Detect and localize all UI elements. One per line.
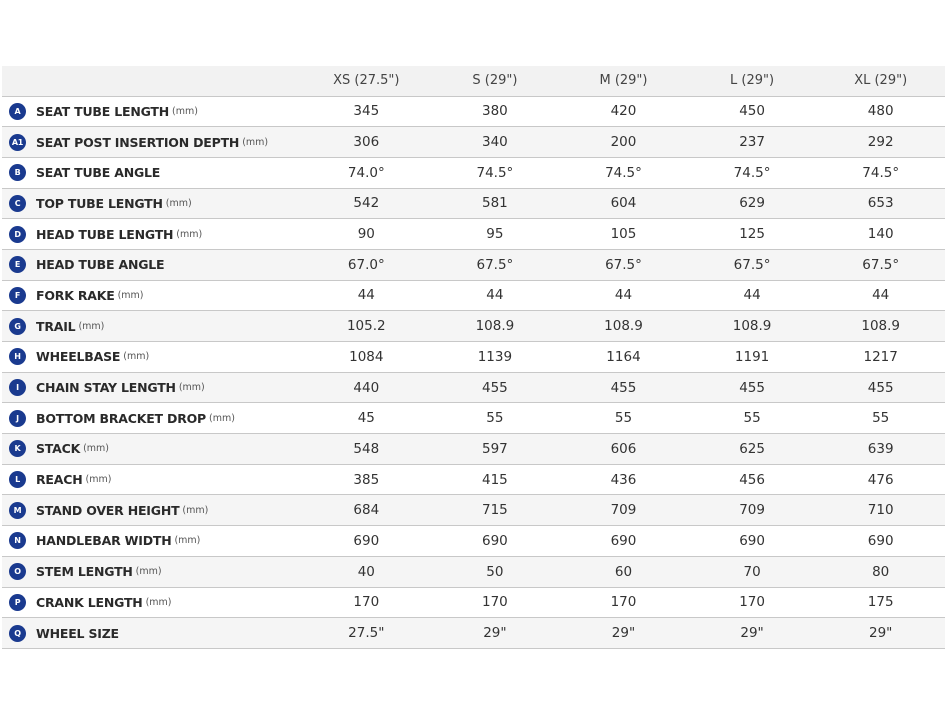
value-cell-xs: 170 <box>353 594 380 611</box>
value-cell-l: 629 <box>739 195 765 212</box>
value-cell-xl: 108.9 <box>861 318 901 335</box>
measurement-key-badge: A <box>9 103 26 120</box>
measurement-unit: (mm) <box>172 105 198 117</box>
value-cell-xs: 45 <box>357 410 375 427</box>
table-row <box>2 403 945 434</box>
table-row <box>2 188 945 219</box>
value-cell-s: 455 <box>482 379 508 396</box>
measurement-unit: (mm) <box>123 351 150 363</box>
value-cell-xl: 67.5° <box>862 256 900 273</box>
value-cell-xs: 385 <box>353 471 380 488</box>
measurement-key-badge: M <box>9 502 26 519</box>
table-body <box>2 96 945 648</box>
value-cell-m: 108.9 <box>604 318 643 335</box>
value-cell-xs: 548 <box>353 440 380 457</box>
table-row <box>2 495 945 526</box>
value-cell-xs: 440 <box>353 379 380 396</box>
value-cell-s: 170 <box>482 594 508 611</box>
value-cell-l: 70 <box>743 563 761 580</box>
value-cell-xl: 74.5° <box>862 164 900 181</box>
value-cell-l: 709 <box>739 502 765 519</box>
measurement-label-cell <box>2 96 302 127</box>
measurement-label-cell <box>2 219 302 250</box>
measurement-label-cell <box>2 403 302 434</box>
measurement-name: WHEELBASE <box>36 349 121 365</box>
measurement-key-badge: Q <box>9 625 26 642</box>
measurement-unit: (mm) <box>145 596 172 608</box>
measurement-label-cell <box>2 127 302 158</box>
measurement-unit: (mm) <box>176 228 203 240</box>
value-cell-m: 105 <box>610 226 637 243</box>
size-header-s: S (29") <box>472 73 518 89</box>
measurement-name: HEAD TUBE LENGTH <box>36 226 174 242</box>
value-cell-s: 340 <box>482 134 508 151</box>
value-cell-s: 108.9 <box>475 318 515 335</box>
table-row <box>2 127 945 158</box>
value-cell-xs: 345 <box>353 103 380 120</box>
size-header-xs: XS (27.5") <box>333 73 400 89</box>
value-cell-xs: 1084 <box>349 348 384 365</box>
measurement-label-cell <box>2 495 302 526</box>
value-cell-m: 170 <box>610 594 637 611</box>
measurement-name: STACK <box>36 441 81 457</box>
value-cell-l: 125 <box>739 226 765 243</box>
value-cell-s: 29" <box>483 625 507 642</box>
measurement-name: BOTTOM BRACKET DROP <box>36 410 207 426</box>
value-cell-s: 690 <box>482 532 508 549</box>
value-cell-xs: 74.0° <box>347 164 385 181</box>
value-cell-xs: 40 <box>357 563 375 580</box>
value-cell-xl: 455 <box>867 379 894 396</box>
measurement-label-cell <box>2 188 302 219</box>
measurement-key-badge: N <box>9 532 26 549</box>
measurement-unit: (mm) <box>182 504 209 516</box>
measurement-label-cell <box>2 587 302 618</box>
value-cell-l: 170 <box>739 594 765 611</box>
value-cell-l: 690 <box>739 532 765 549</box>
value-cell-xl: 175 <box>867 594 894 611</box>
measurement-key-badge: C <box>9 195 26 212</box>
measurement-unit: (mm) <box>83 443 110 455</box>
value-cell-xl: 55 <box>872 410 890 427</box>
value-cell-xl: 1217 <box>863 348 898 365</box>
measurement-label-cell <box>2 280 302 311</box>
value-cell-xs: 90 <box>357 226 375 243</box>
table-row <box>2 96 945 127</box>
size-header-l: L (29") <box>730 73 775 89</box>
value-cell-xs: 542 <box>353 195 380 212</box>
table-row <box>2 219 945 250</box>
table-row <box>2 157 945 188</box>
measurement-key-badge: H <box>9 348 26 365</box>
value-cell-l: 108.9 <box>732 318 772 335</box>
value-cell-l: 55 <box>743 410 761 427</box>
table-row <box>2 587 945 618</box>
value-cell-l: 44 <box>743 287 761 304</box>
size-header-m: M (29") <box>599 73 648 89</box>
measurement-unit: (mm) <box>78 320 105 332</box>
value-cell-l: 450 <box>739 103 765 120</box>
value-cell-m: 709 <box>610 502 637 519</box>
table-row <box>2 280 945 311</box>
measurement-name: SEAT TUBE LENGTH <box>36 103 170 119</box>
measurement-name: HANDLEBAR WIDTH <box>36 533 172 549</box>
measurement-label-cell <box>2 556 302 587</box>
value-cell-xl: 653 <box>867 195 894 212</box>
measurement-name: SEAT TUBE ANGLE <box>36 165 161 181</box>
measurement-key-badge: E <box>9 256 26 273</box>
measurement-unit: (mm) <box>209 412 235 424</box>
measurement-name: STAND OVER HEIGHT <box>36 502 180 518</box>
value-cell-l: 74.5° <box>733 164 771 181</box>
measurement-name: CHAIN STAY LENGTH <box>36 380 176 396</box>
value-cell-m: 74.5° <box>605 164 642 181</box>
value-cell-xs: 690 <box>353 532 380 549</box>
measurement-key-badge: D <box>9 226 26 243</box>
value-cell-xs: 684 <box>353 502 380 519</box>
value-cell-l: 455 <box>739 379 765 396</box>
table-header <box>2 66 945 96</box>
measurement-name: CRANK LENGTH <box>36 594 143 610</box>
value-cell-xs: 105.2 <box>346 318 386 335</box>
value-cell-s: 55 <box>486 410 504 427</box>
measurement-name: STEM LENGTH <box>36 564 133 580</box>
value-cell-s: 44 <box>486 287 504 304</box>
value-cell-m: 455 <box>610 379 637 396</box>
value-cell-m: 1164 <box>606 348 641 365</box>
value-cell-s: 50 <box>486 563 504 580</box>
measurement-key-badge: L <box>9 471 26 488</box>
value-cell-xl: 80 <box>872 563 890 580</box>
value-cell-xl: 292 <box>867 134 894 151</box>
value-cell-m: 604 <box>610 195 637 212</box>
value-cell-xl: 44 <box>872 287 890 304</box>
value-cell-s: 1139 <box>477 348 513 365</box>
value-cell-s: 67.5° <box>476 256 514 273</box>
measurement-label-cell <box>2 464 302 495</box>
value-cell-m: 200 <box>610 134 637 151</box>
measurement-unit: (mm) <box>117 289 144 301</box>
measurement-key-badge: O <box>9 563 26 580</box>
table-row <box>2 372 945 403</box>
measurement-name: FORK RAKE <box>36 287 115 303</box>
value-cell-m: 690 <box>610 532 637 549</box>
value-cell-m: 60 <box>614 563 633 580</box>
measurement-label-cell <box>2 311 302 342</box>
value-cell-l: 625 <box>739 440 765 457</box>
measurement-unit: (mm) <box>178 382 205 394</box>
value-cell-l: 237 <box>739 134 765 151</box>
measurement-key-badge: A1 <box>9 134 26 151</box>
measurement-key-badge: K <box>9 440 26 457</box>
measurement-unit: (mm) <box>135 566 162 578</box>
measurement-key-badge: J <box>9 410 26 427</box>
value-cell-xs: 44 <box>357 287 375 304</box>
value-cell-l: 1191 <box>734 348 770 365</box>
measurement-unit: (mm) <box>85 474 112 486</box>
measurement-label-cell <box>2 434 302 465</box>
value-cell-m: 436 <box>610 471 637 488</box>
measurement-name: HEAD TUBE ANGLE <box>36 257 165 273</box>
value-cell-xl: 690 <box>867 532 894 549</box>
value-cell-xs: 306 <box>353 134 380 151</box>
measurement-name: SEAT POST INSERTION DEPTH <box>36 134 240 150</box>
measurement-key-badge: F <box>9 287 26 304</box>
measurement-label-cell <box>2 526 302 557</box>
value-cell-l: 67.5° <box>733 256 771 273</box>
measurement-unit: (mm) <box>174 535 201 547</box>
table-row <box>2 342 945 373</box>
value-cell-s: 74.5° <box>476 164 514 181</box>
table-row <box>2 556 945 587</box>
value-cell-s: 597 <box>482 440 508 457</box>
value-cell-xl: 29" <box>868 625 893 642</box>
header-row <box>2 66 945 96</box>
value-cell-s: 581 <box>482 195 508 212</box>
value-cell-s: 415 <box>482 471 508 488</box>
geometry-table <box>2 66 945 649</box>
measurement-label-cell <box>2 342 302 373</box>
value-cell-m: 44 <box>614 287 633 304</box>
table-row <box>2 249 945 280</box>
table-row <box>2 618 945 649</box>
value-cell-m: 420 <box>610 103 637 120</box>
value-cell-m: 29" <box>611 625 636 642</box>
value-cell-m: 606 <box>610 440 637 457</box>
measurement-label-cell <box>2 618 302 649</box>
table-row <box>2 526 945 557</box>
measurement-key-badge: G <box>9 318 26 335</box>
table-row <box>2 434 945 465</box>
value-cell-xl: 480 <box>867 103 894 120</box>
value-cell-xl: 476 <box>867 471 894 488</box>
table-row <box>2 311 945 342</box>
measurement-name: TRAIL <box>36 318 76 334</box>
measurement-key-badge: B <box>9 164 26 181</box>
value-cell-l: 29" <box>740 625 764 642</box>
value-cell-m: 55 <box>614 410 633 427</box>
measurement-name: REACH <box>36 472 83 488</box>
value-cell-s: 380 <box>482 103 508 120</box>
value-cell-m: 67.5° <box>605 256 642 273</box>
measurement-label-cell <box>2 249 302 280</box>
measurement-label-cell <box>2 372 302 403</box>
value-cell-xs: 27.5" <box>348 625 385 642</box>
measurement-label-cell <box>2 157 302 188</box>
measurement-key-badge: P <box>9 594 26 611</box>
size-header-xl: XL (29") <box>854 73 908 89</box>
measurement-key-badge: I <box>9 379 26 396</box>
table-row <box>2 464 945 495</box>
measurement-unit: (mm) <box>242 136 269 148</box>
measurement-unit: (mm) <box>165 197 192 209</box>
value-cell-xl: 140 <box>867 226 894 243</box>
header-blank-cell <box>2 66 302 96</box>
value-cell-s: 95 <box>486 226 504 243</box>
value-cell-xl: 710 <box>867 502 894 519</box>
value-cell-xs: 67.0° <box>347 256 385 273</box>
measurement-name: TOP TUBE LENGTH <box>36 195 163 211</box>
value-cell-s: 715 <box>482 502 508 519</box>
value-cell-xl: 639 <box>867 440 894 457</box>
measurement-name: WHEEL SIZE <box>36 625 119 641</box>
value-cell-l: 456 <box>739 471 765 488</box>
